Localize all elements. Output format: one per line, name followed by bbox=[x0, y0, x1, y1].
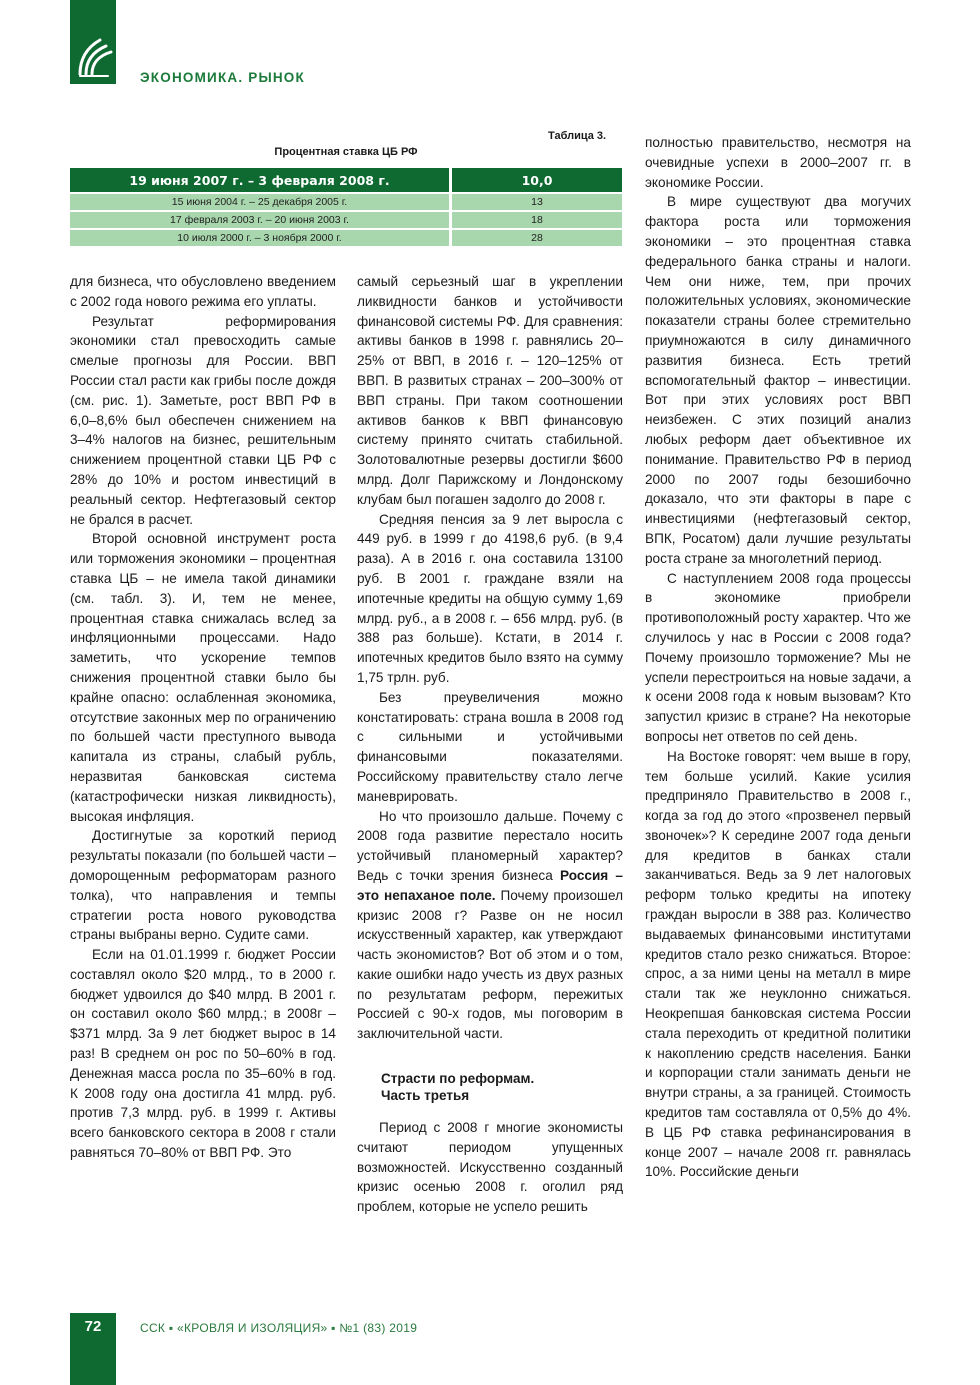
subheading bbox=[381, 1070, 623, 1104]
paragraph-text: Почему произошел кризис 2008 г? Разве он не носил искусственный характер, как утверждают часть экономистов? Вот об этом и о том, какие ошибки надо учесть из двух разных по результатам реформ, пережитых Россией с 90-х годов, мы поговорим в заключительной части. bbox=[357, 887, 623, 1042]
text-column-1 bbox=[70, 272, 336, 1163]
paragraph: Достигнутые за короткий период результаты показали (по большей части – доморощенным реформаторам разного толка), что направления и темпы стратегии роста нового руководства страны выбраны верно. Судите сами. bbox=[70, 828, 336, 943]
paragraph: для бизнеса, что обусловлено введением с 2002 года нового режима его уплаты. bbox=[70, 274, 336, 309]
paragraph: полностью правительство, несмотря на очевидные успехи в 2000–2007 гг. в экономике России. bbox=[645, 135, 911, 190]
table-cell-rate: 13 bbox=[449, 194, 622, 210]
table-row bbox=[70, 212, 622, 228]
paragraph: С наступлением 2008 года процессы в экономике приобрели противоположный росту характер. Что же случилось у нас в России с 2008 года? Почему произошло торможение? Мы не успели перестроиться на новые задачи, а к осени 2008 года к новым вызовам? Кто запустил кризис в стране? На некоторые вопросы нет ответов по сей день. bbox=[645, 570, 911, 744]
leaf-logo-icon bbox=[74, 36, 114, 78]
paragraph: Без преувеличения можно констатировать: страна вошла в 2008 год с сильными и устойчивыми финансовыми показателями. Российскому правительству стало легче маневрировать. bbox=[357, 689, 623, 804]
paragraph: В мире существуют два могучих фактора роста или торможения экономики – это процентная ставка федерального банка страны и налоги. Чем они ниже, тем, при прочих положительных условиях, экономические показатели страны более стремительно приумножаются в силу динамичного развития бизнеса. Есть третий вспомогательный фактор – инвестиции. Вот при этих условиях рост ВВП неизбежен. С этих позиций анализ любых реформ дает объективное их понимание. Правительство РФ в период 2000 по 2007 годы безошибочно доказало, что эти факторы в паре с инвестициями (нефтегазовый сектор, ВПК, Росатом) дали лучшие результаты роста стране за многолетний период. bbox=[645, 194, 911, 566]
table-header-period: 19 июня 2007 г. – 3 февраля 2008 г. bbox=[70, 168, 449, 192]
table-cell-period: 10 июля 2000 г. – 3 ноября 2000 г. bbox=[70, 230, 449, 246]
emphasis-text: Россия – это непаханое поле. bbox=[357, 867, 623, 903]
text-column-2 bbox=[357, 272, 623, 1217]
table-row bbox=[70, 230, 622, 246]
paragraph: Период с 2008 г многие экономисты считают периодом упущенных возможностей. Искусственно созданный кризис осенью 2008 г. оголил ряд проблем, которые не успело решить bbox=[357, 1120, 623, 1215]
paragraph: Средняя пенсия за 9 лет выросла с 449 руб. в 1999 г до 4198,6 руб. (в 9,4 раза). А в 2016 г. она составила 13100 руб. В 2001 г. граждане взяли на ипотечные кредиты на общую сумму 1,69 млрд. руб., а в 2008 г. – 656 млрд. руб. (в 388 раз больше). Кстати, в 2014 г. ипотечных кредитов было взято на сумму 1,75 трлн. руб. bbox=[357, 511, 623, 685]
paragraph: Результат реформирования экономики стал превосходить самые смелые прогнозы для России. ВВП России стал расти как грибы после дождя (см. рис. 1). Заметьте, рост ВВП РФ в 6,0–8,6% был обеспечен снижением на 3–4% налогов на бизнес, решительным снижением процентной ставки ЦБ РФ с 28% до 10% и ростом инвестиций в реальный сектор. Нефтегазовый сектор не брался в расчет. bbox=[70, 313, 336, 527]
subheading-line-1: Страсти по реформам. bbox=[381, 1071, 535, 1087]
table-row bbox=[70, 194, 622, 210]
publication-info: ССК ▪ «КРОВЛЯ И ИЗОЛЯЦИЯ» ▪ №1 (83) 2019 bbox=[140, 1321, 418, 1335]
table-cell-rate: 28 bbox=[449, 230, 622, 246]
section-title: ЭКОНОМИКА. РЫНОК bbox=[140, 70, 305, 85]
text-column-3 bbox=[645, 133, 911, 1182]
table-header-row bbox=[70, 168, 622, 192]
paragraph: Второй основной инструмент роста или торможения экономики – процентная ставка ЦБ – не имела такой динамики (см. табл. 3). И, тем не менее, процентная ставка снижалась вслед за инфляционными процессами. Надо заметить, что ускорение темпов снижения процентной ставки было бы крайне опасно: ослабленная экономика, отсутствие законных мер по ограничению по большей части преступного вывода капитала из страны, слабый рубль, неразвитая банковская система (катастрофически низкая ликвидность), высокая инфляция. bbox=[70, 531, 336, 824]
paragraph: самый серьезный шаг в укреплении ликвидности банков и устойчивости финансовой системы РФ. Для сравнения: активы банков в 1998 г. равнялись 20–25% от ВВП, в 2016 г. – 120–125% от ВВП. В развитых странах – 200–300% от ВВП страны. При таком соотношении активов банков к ВВП финансовую систему принято считать стабильной. Золотовалютные резервы достигли $600 млрд. Долг Парижскому и Лондонскому клубам был погашен задолго до 2008 г. bbox=[357, 274, 623, 507]
paragraph bbox=[357, 807, 623, 1045]
paragraph: На Востоке говорят: чем выше в гору, тем больше усилий. Какие усилия предприняло Правительство в 2008 г., когда за год до этого «прозвенел первый звоночек»? К середине 2007 года деньги для кредитов в банках стали заканчиваться. Ведь за 9 лет налоговых реформ только кредиты на ипотеку граждан выросли в 388 раз. Количество выдаваемых финансовыми институтами кредитов стало резко снижаться. Второе: спрос, а за ними цены на металл в мире стали так же неуклонно снижаться. Неокрепшая банковская система России стала переходить от кредитной политики к накоплению средств населения. Банки и корпорации стали занимать деньги не внутри страны, а за границей. Стоимость кредитов там составляла от 0,5% до 4%. В ЦБ РФ ставка рефинансирования в конце 2007 – начале 2008 гг. равнялась 10%. Российские деньги bbox=[645, 748, 911, 1180]
interest-rate-table bbox=[70, 166, 622, 248]
table-cell-rate: 18 bbox=[449, 212, 622, 228]
table-title: Процентная ставка ЦБ РФ bbox=[274, 146, 418, 158]
table-header-rate: 10,0 bbox=[449, 168, 622, 192]
table-cell-period: 15 июня 2004 г. – 25 декабря 2005 г. bbox=[70, 194, 449, 210]
subheading-line-2: Часть третья bbox=[381, 1088, 470, 1104]
table-cell-period: 17 февраля 2003 г. – 20 июня 2003 г. bbox=[70, 212, 449, 228]
paragraph: Если на 01.01.1999 г. бюджет России составлял около $20 млрд., то в 2000 г. бюджет удвоился до $40 млрд. В 2001 г. он составил около $60 млрд.; в 2008г – $371 млрд. За 9 лет бюджет вырос в 14 раз! В среднем он рос по 50–60% в год. Денежная масса росла по 35–60% в год. К 2008 году она достигла 41 млрд. руб. против 7,3 млрд. руб. в 1999 г. Активы всего банковского сектора в 2008 г стали равняться 70–80% от ВВП РФ. Это bbox=[70, 947, 336, 1161]
page-number: 72 bbox=[84, 1318, 102, 1335]
paragraph-text: Но что произошло дальше. Почему с 2008 года развитие перестало носить устойчивый планомерный характер? Ведь с точки зрения бизнеса bbox=[357, 808, 623, 883]
table-label: Таблица 3. bbox=[548, 130, 607, 142]
